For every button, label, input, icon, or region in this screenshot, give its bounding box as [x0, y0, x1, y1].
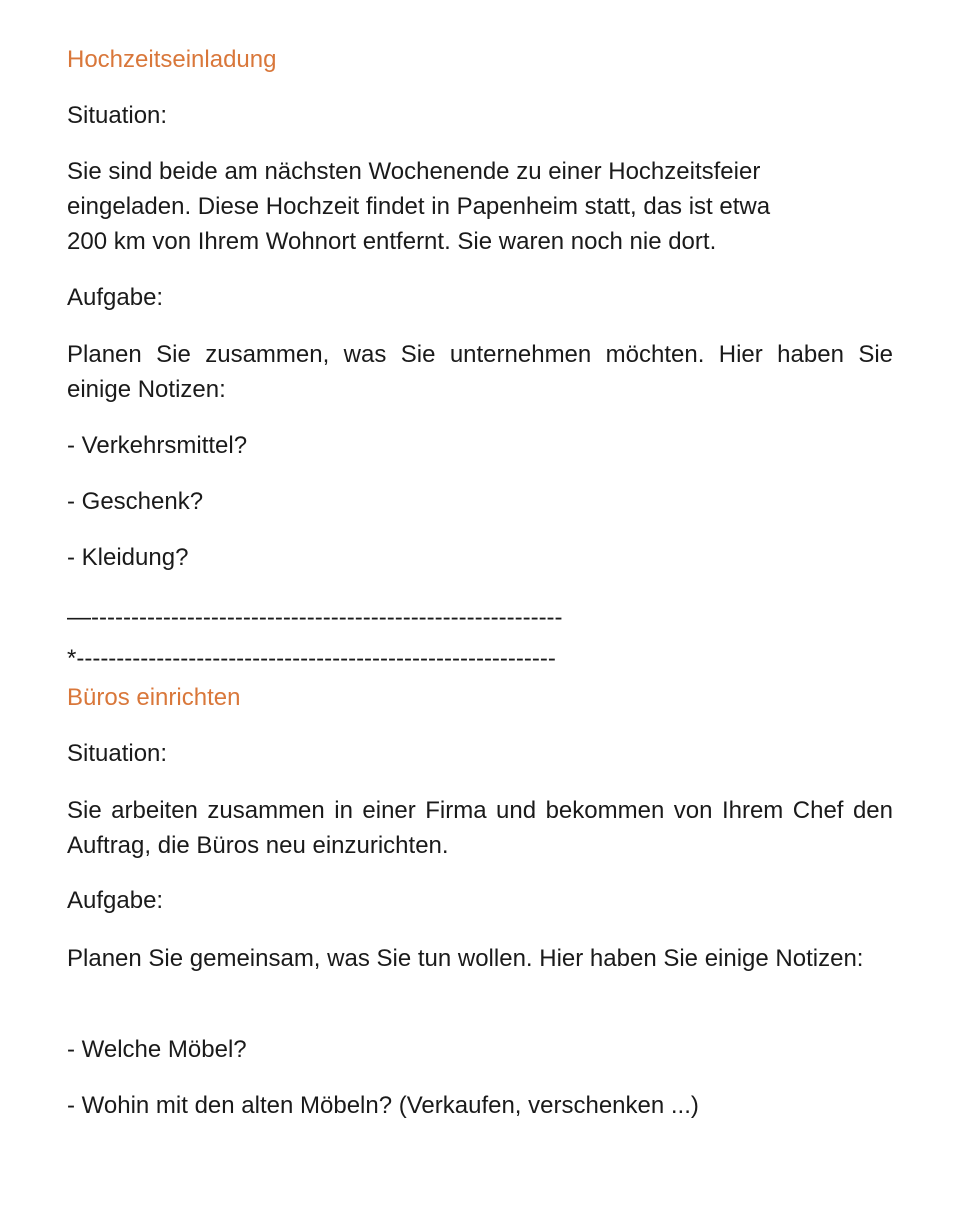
separator-line-2: *------------------------------------------------------------ [67, 645, 556, 672]
section1-situation-line-1: Sie sind beide am nächsten Wochenende zu einer Hochzeitsfeier [67, 158, 761, 185]
separator-line-1: —----------------------------------------------------------- [67, 604, 563, 631]
section2-situation-text: Sie arbeiten zusammen in einer Firma und bekommen von Ihrem Chef den Auftrag, die Büros neu einzurichten. [67, 797, 893, 859]
section1-note-2: - Geschenk? [67, 488, 204, 515]
section2-note-1: - Welche Möbel? [67, 1036, 247, 1063]
section1-situation-label: Situation: [67, 102, 168, 129]
section1-task-label: Aufgabe: [67, 284, 164, 311]
section1-title: Hochzeitseinladung [67, 46, 277, 73]
section1-note-3: - Kleidung? [67, 544, 189, 571]
section1-situation-line-2: eingeladen. Diese Hochzeit findet in Papenheim statt, das ist etwa [67, 193, 771, 220]
section2-note-2: - Wohin mit den alten Möbeln? (Verkaufen, verschenken ...) [67, 1092, 699, 1119]
section2-task-text: Planen Sie gemeinsam, was Sie tun wollen. Hier haben Sie einige Notizen: [67, 945, 864, 972]
section2-title: Büros einrichten [67, 684, 241, 711]
section1-note-1: - Verkehrsmittel? [67, 432, 248, 459]
section2-task-label: Aufgabe: [67, 887, 164, 914]
section1-situation-line-3: 200 km von Ihrem Wohnort entfernt. Sie waren noch nie dort. [67, 228, 717, 255]
section2-situation-label: Situation: [67, 740, 168, 767]
section1-task-text: Planen Sie zusammen, was Sie unternehmen möchten. Hier haben Sie einige Notizen: [67, 341, 893, 403]
